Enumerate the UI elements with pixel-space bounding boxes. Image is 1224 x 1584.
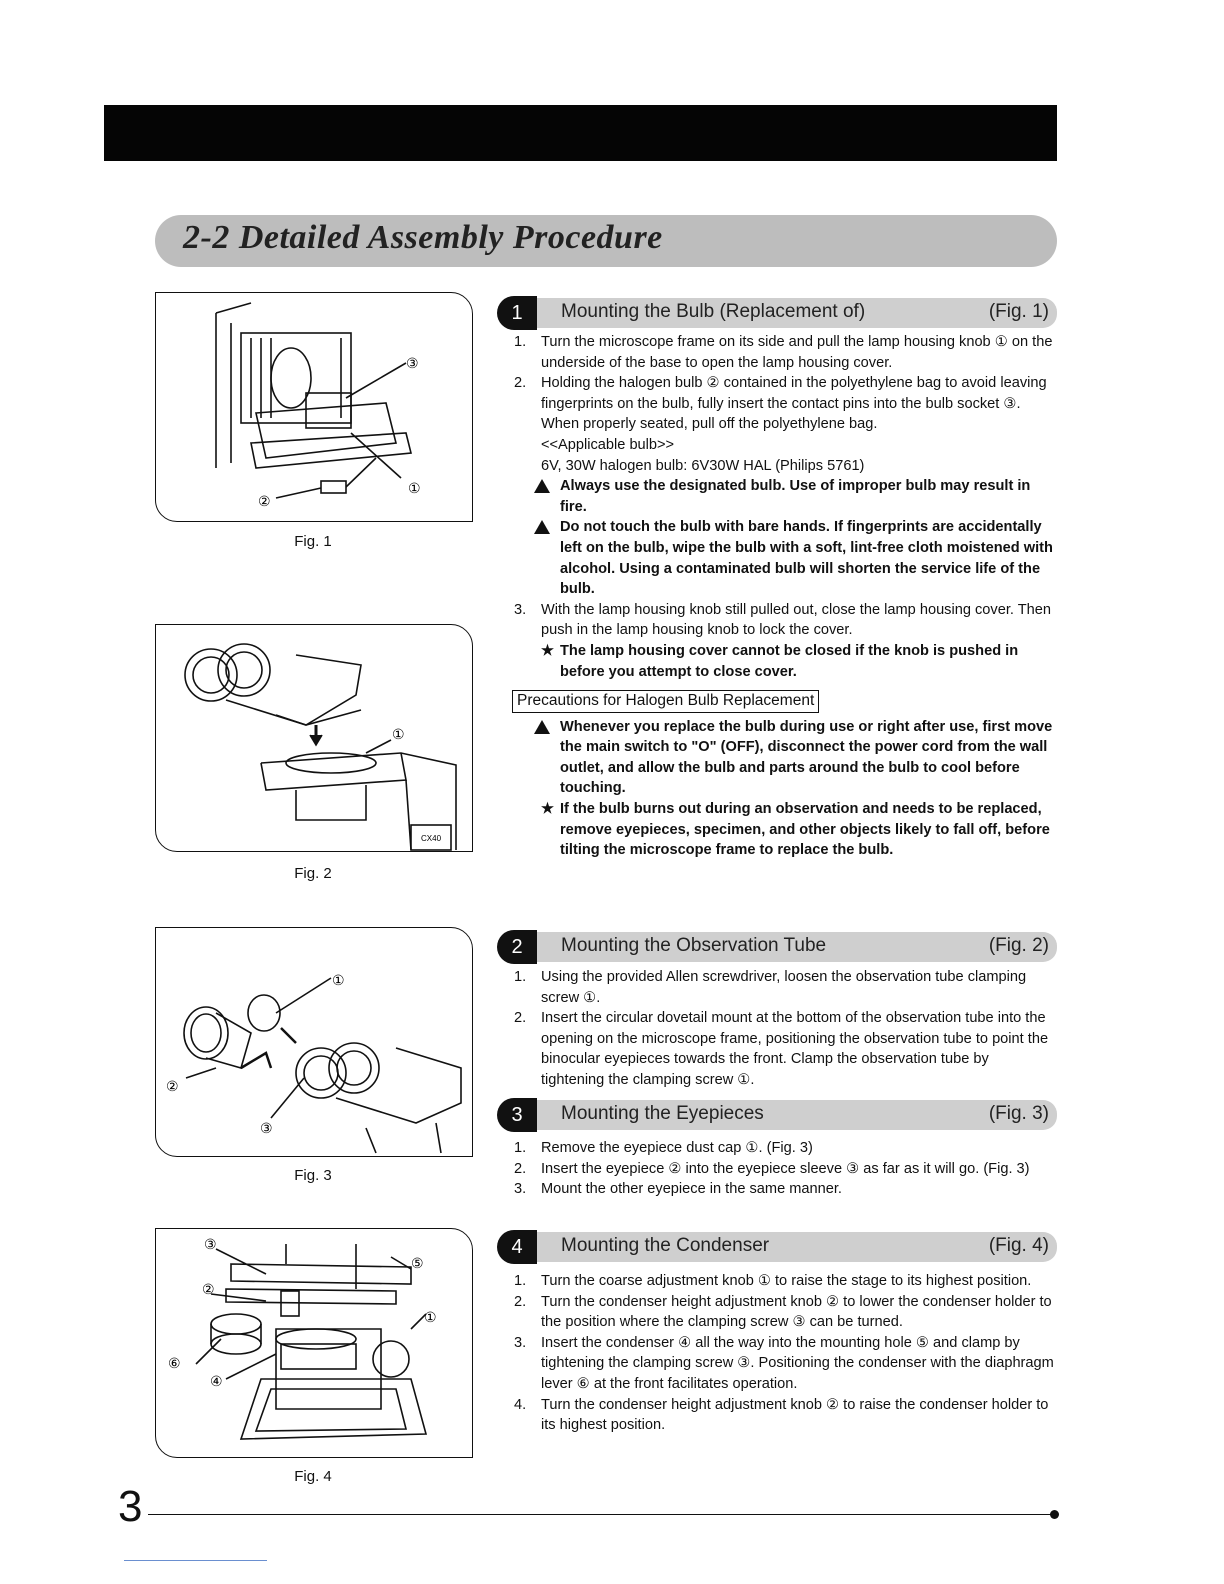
warning: Do not touch the bulb with bare hands. If fingerprints are accidentally left on the bulb, wipe the bulb with a soft, lint-free cloth moistened with alcohol. Using a contaminated bulb will shorten the service life of the bulb.	[514, 517, 1055, 599]
list-item: 2. Turn the condenser height adjustment knob ② to lower the condenser holder to the position where the clamping screw ③ can be turned.	[514, 1293, 1052, 1331]
precautions-title: Precautions for Halogen Bulb Replacement	[512, 690, 819, 713]
star-icon: ★	[541, 642, 555, 659]
list-item: 1. Remove the eyepiece dust cap ①. (Fig. 3)	[514, 1140, 813, 1156]
fig2-caption: Fig. 2	[294, 865, 332, 882]
fig3-callout-2: ②	[166, 1078, 179, 1094]
step-4-number: 4	[497, 1230, 537, 1264]
header-bar	[104, 105, 1057, 161]
step-2-title: Mounting the Observation Tube	[561, 935, 827, 956]
figure-3	[155, 927, 473, 1157]
step-2-number: 2	[497, 930, 537, 964]
list-item: 1. Turn the microscope frame on its side and pull the lamp housing knob ① on the underside of the base to open the lamp housing cover.	[514, 334, 1053, 371]
warning-icon	[534, 720, 550, 734]
warning-icon	[534, 479, 550, 493]
fig4-caption: Fig. 4	[294, 1468, 332, 1485]
list-item: 3. With the lamp housing knob still pulled out, close the lamp housing cover. Then push in the lamp housing knob to lock the cover.	[514, 601, 1051, 639]
footer-link-line	[124, 1560, 267, 1561]
note: ★ The lamp housing cover cannot be closed if the knob is pushed in before you attempt to close cover.	[541, 642, 1019, 680]
list-item: 1. Using the provided Allen screwdriver, loosen the observation tube clamping screw ①.	[514, 969, 1027, 1006]
page-number: 3	[118, 1482, 143, 1531]
step-3-number: 3	[497, 1098, 537, 1132]
step-2-header	[497, 928, 1057, 964]
fig4-callout-4: ④	[210, 1373, 223, 1389]
step-1-number: 1	[497, 296, 537, 330]
warning: Whenever you replace the bulb during use or right after use, first move the main switch to "O" (OFF), disconnect the power cord from the wall outlet, and allow the bulb and parts around the bulb to cool before touching.	[514, 717, 1055, 799]
fig2-callout-1: ①	[392, 726, 405, 742]
step-4-fig-ref: (Fig. 4)	[988, 1235, 1049, 1256]
list-item: 2. Insert the eyepiece ② into the eyepiece sleeve ③ as far as it will go. (Fig. 3)	[514, 1160, 1030, 1177]
list-item: 2. Holding the halogen bulb ② contained in the polyethylene bag to avoid leaving fingerprints on the bulb, fully insert the contact pins into the bulb socket ③. When properly seated, pull off the polyethylene bag.	[514, 375, 1047, 433]
list-item: 1. Turn the coarse adjustment knob ① to raise the stage to its highest position.	[514, 1273, 1032, 1289]
fig4-illustration	[156, 1229, 472, 1457]
star-icon: ★	[541, 801, 555, 818]
figure-4	[155, 1228, 473, 1458]
step-3-title: Mounting the Eyepieces	[561, 1103, 764, 1124]
warning-icon	[534, 520, 550, 534]
fig3-caption: Fig. 3	[294, 1167, 332, 1184]
step-1-body	[514, 332, 1055, 861]
step-4-header	[497, 1228, 1057, 1264]
figure-1	[155, 292, 473, 522]
warning: Always use the designated bulb. Use of improper bulb may result in fire.	[514, 476, 1055, 517]
fig4-callout-5: ⑤	[411, 1255, 424, 1271]
fig4-callout-6: ⑥	[168, 1355, 181, 1371]
applicable-bulb-value: 6V, 30W halogen bulb: 6V30W HAL (Philips 5761)	[541, 457, 865, 474]
fig3-callout-3: ③	[260, 1120, 273, 1136]
step-1-title: Mounting the Bulb (Replacement of)	[561, 301, 866, 322]
fig1-callout-3: ③	[406, 355, 419, 371]
fig2-model-label: CX40	[421, 834, 442, 843]
step-4-title: Mounting the Condenser	[561, 1235, 770, 1256]
fig2-illustration	[156, 625, 472, 851]
section-banner	[155, 215, 1057, 267]
step-3-fig-ref: (Fig. 3)	[988, 1103, 1049, 1124]
step-3-body	[514, 1138, 1055, 1200]
list-item: 4. Turn the condenser height adjustment knob ② to raise the condenser holder to its highest position.	[514, 1396, 1049, 1434]
list-item: 3. Mount the other eyepiece in the same manner.	[514, 1181, 842, 1198]
fig4-callout-3: ③	[204, 1236, 217, 1252]
fig1-caption: Fig. 1	[294, 533, 332, 550]
fig3-callout-1: ①	[332, 972, 345, 988]
applicable-bulb-label: <<Applicable bulb>>	[541, 436, 675, 453]
footer-rule	[148, 1514, 1054, 1515]
step-2-fig-ref: (Fig. 2)	[988, 935, 1049, 956]
step-1-fig-ref: (Fig. 1)	[988, 301, 1049, 322]
list-item: 3. Insert the condenser ④ all the way into the mounting hole ⑤ and clamp by tightening the clamping screw ③. Positioning the condenser with the diaphragm lever ⑥ at the front facilitates operation.	[514, 1334, 1054, 1392]
section-title: 2-2 Detailed Assembly Procedure	[183, 219, 663, 256]
fig4-callout-1: ①	[424, 1309, 437, 1325]
fig1-callout-1: ①	[408, 480, 421, 496]
step-2-body	[514, 967, 1055, 1091]
step-3-header	[497, 1096, 1057, 1132]
step-1-header	[497, 294, 1057, 330]
fig1-illustration	[156, 293, 472, 521]
figure-2	[155, 624, 473, 852]
footer-dot	[1050, 1510, 1059, 1519]
fig4-callout-2: ②	[202, 1281, 215, 1297]
fig3-illustration	[156, 928, 472, 1156]
note: ★ If the bulb burns out during an observation and needs to be replaced, remove eyepieces, specimen, and other objects likely to fall off, before tilting the microscope frame to replace the bulb.	[541, 801, 1050, 859]
fig1-callout-2: ②	[258, 493, 271, 509]
list-item: 2. Insert the circular dovetail mount at the bottom of the observation tube into the opening on the microscope frame, positioning the observation tube to point the binocular eyepieces towards the front. Clamp the observation tube by tightening the clamping screw ①.	[514, 1010, 1049, 1088]
step-4-body	[514, 1271, 1055, 1436]
